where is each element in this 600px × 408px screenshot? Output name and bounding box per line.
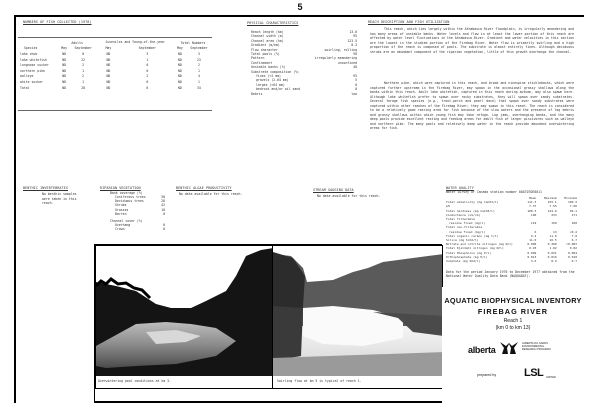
col-header: September — [190, 46, 208, 51]
col-header: September — [74, 46, 92, 51]
algae-heading: BENTHIC ALGAE PRODUCTIVITY — [176, 186, 232, 190]
cell: ND — [177, 63, 182, 68]
program-name — [522, 342, 551, 352]
cell: ND — [177, 85, 182, 90]
physical-list — [251, 30, 357, 96]
row-label: Total alkalinity (mg CaCO3/l) — [446, 200, 499, 205]
fish-collected-panel — [16, 17, 242, 183]
cell: 2 — [197, 63, 200, 68]
item-label: Shrubs — [115, 203, 127, 208]
item-value: 0.3 — [351, 43, 357, 48]
cell: 34 — [197, 85, 201, 90]
cell: 0.013 — [527, 254, 537, 259]
item-label: Substrate composition (%) — [251, 69, 299, 74]
row-label: Total hardness (mg CaCO3/l) — [446, 208, 495, 213]
report-title: AQUATIC BIOPHYSICAL INVENTORY — [444, 296, 582, 305]
item-value: 13.0 — [349, 30, 357, 34]
cell: 0.7 — [571, 259, 577, 264]
cell: 7.55 — [549, 204, 557, 209]
physical-heading: PHYSICAL CHARACTERISTICS — [247, 21, 299, 25]
item-label: larges (>64 mm) — [256, 82, 285, 87]
water-quality-panel — [442, 182, 584, 288]
channel-cover-list — [115, 223, 165, 231]
hands-emblem-icon — [498, 342, 520, 356]
species-header: Species — [24, 46, 38, 51]
cell: 4 — [197, 74, 200, 79]
cell: 124.0 — [547, 208, 557, 213]
cell: ND — [106, 51, 111, 56]
cell: 11.0 — [549, 233, 557, 238]
cell: 2 — [82, 74, 85, 79]
cell: 0.021 — [547, 250, 557, 255]
cell: ND — [106, 68, 111, 73]
total-label: Total — [20, 85, 30, 90]
item-value: 95 — [353, 34, 357, 39]
cell: 3 — [197, 51, 200, 56]
bank-coverage-label: Bank coverage (%) — [110, 191, 143, 195]
lsl-logo: LSL — [524, 367, 544, 379]
item-value: 42 — [161, 203, 165, 208]
item-label: Flow character — [251, 47, 278, 52]
cell: 7.0 — [571, 233, 577, 238]
cell: 0.82 — [569, 246, 577, 251]
item-label: Debris — [251, 91, 263, 96]
gauging-heading: STREAM GAUGING DATA — [313, 188, 354, 192]
item-value: 0 — [355, 87, 357, 92]
photo-right-caption: Swirling flow at km 5 is typical of reach 1. — [277, 379, 362, 383]
row-label: Total filterable — [446, 217, 475, 222]
cell: 100.3 — [527, 208, 537, 213]
item-value: low — [351, 91, 357, 96]
item-label: Crown — [115, 227, 125, 232]
cell: ND — [177, 74, 182, 79]
cell: 1 — [82, 79, 85, 84]
cell: 13 — [553, 229, 557, 234]
cell: 0.300 — [547, 242, 557, 247]
group-total: Total Numbers — [180, 40, 206, 45]
item-label: gravels (2-64 mm) — [256, 78, 289, 83]
cell: 119 — [530, 221, 537, 226]
station-number: Water Survey of Canada station number 00AT07DE0011 — [446, 190, 542, 194]
channel-cover-label: Channel cover (%) — [110, 219, 143, 223]
program-line: ALBERTA OIL SANDS — [522, 342, 548, 345]
cell: ND — [106, 57, 111, 62]
cell: ND — [177, 57, 182, 62]
row-label: residue fixed (mg/l) — [449, 221, 486, 226]
cell: <0.4 — [569, 229, 577, 234]
cell: 0.096 — [527, 242, 537, 247]
cell: 11.0 — [529, 238, 537, 243]
lsl-limited: LIMITED — [546, 376, 556, 379]
total-row — [18, 85, 212, 91]
cell: ND — [106, 85, 111, 90]
item-value: 40 — [353, 65, 357, 70]
table-bottom-rule — [18, 110, 212, 111]
algae-text: No data available for this reach. — [179, 192, 243, 196]
cell: 0 — [82, 51, 85, 56]
stream-gauging-panel — [307, 182, 443, 245]
species-name: lake chub — [20, 51, 38, 56]
prepared-by-label: prepared by — [477, 373, 497, 377]
cell: 16.5 — [549, 238, 557, 243]
riparian-heading: RIPARIAN VEGETATION — [100, 186, 141, 190]
item-value: 95 — [353, 74, 357, 79]
cell: 22 — [81, 57, 86, 62]
list-item — [115, 212, 165, 216]
physical-characteristics-panel — [241, 17, 363, 183]
row-label: pH — [446, 204, 450, 209]
photo-right — [272, 245, 443, 389]
cell: 96.1 — [569, 208, 577, 213]
item-value: 123.5 — [347, 38, 357, 43]
water-quality-note: Data for the period January 1976 to December 1977 obtained from the National Water Quality Data Bank (NAQUADAT). — [446, 270, 575, 278]
fish-collected-heading: NUMBERS OF FISH COLLECTED (1978) — [23, 20, 92, 24]
cell: <0.003 — [566, 242, 577, 247]
river-name: FIREBAG RIVER — [477, 307, 549, 316]
col-header: September — [138, 46, 156, 51]
col-header: Mean — [529, 196, 537, 200]
cell: 0 — [146, 79, 149, 84]
item-label: Pattern — [251, 56, 265, 61]
item-value: 5 — [355, 78, 357, 83]
cell: 7.37 — [529, 204, 537, 209]
col-header: May — [61, 46, 68, 51]
item-value: 28 — [161, 199, 165, 204]
alberta-wordmark: alberta — [468, 345, 496, 355]
reach-paragraph-2: Northern pike, which were captured in this reach, and brook and ninespine sticklebacks, which were captured further upstream in the Firebag River, may spawn in the occasional grassy shallows along the banks within this reach. Adult lake whitefish, captured in this reach during autumn, may also spawn here. Although lake whitefish prefer to spawn over rocky substrates, they will spawn over sandy substrates. Several forage fish species (e.g., trout-perch and pearl dace) that spawn over sandy substrates were captured within other reaches of the Firebag River; they may spawn in this reach. The reach is considered to be a relatively good rearing area for fish because of the slow waters and the presence of log debris and grassy shallows within which young fish may take refuge. Log jams, overhanging banks, and the many deep pools provide excellent resting and feeding areas for adult fish of larger piscivores such as walleye and northern pike. The many pools and relatively deep water in the reach provide abundant overwintering areas for fish. — [370, 81, 574, 130]
cell: 0.010 — [567, 254, 577, 259]
item-label: Deciduous trees — [115, 199, 144, 204]
cell: 6 — [534, 229, 537, 234]
cell: ND — [177, 51, 182, 56]
reach-number: Reach 1 — [503, 318, 523, 324]
item-value: 10 — [161, 207, 165, 212]
item-label: Unstable banks (%) — [251, 65, 286, 70]
col-header: May — [105, 46, 112, 51]
cell: ND — [62, 79, 67, 84]
cell: 111.3 — [527, 200, 537, 205]
item-value: swirling, rolling — [324, 47, 357, 52]
item-value: 0 — [355, 82, 357, 87]
row-label: Nitrate and nitrite nitrogen (mg N/l) — [446, 242, 513, 247]
reach-extent: (km 0 to km 13) — [495, 325, 531, 331]
item-label: Channel width (m) — [251, 34, 284, 39]
cell: 1 — [197, 79, 200, 84]
col-header: Maximum — [544, 196, 557, 200]
river-flow-photo — [273, 246, 443, 376]
cell: 100 — [571, 221, 577, 226]
fish-table — [18, 40, 212, 90]
cell: 1 — [82, 68, 85, 73]
cell: ND — [177, 79, 182, 84]
cell: 2 — [82, 63, 85, 68]
cell: 9.2 — [530, 233, 537, 238]
gauging-text: No data available for this reach. — [317, 194, 381, 198]
cell: 0.099 — [527, 250, 537, 255]
cell: 1 — [146, 57, 149, 62]
item-value: irregularly meandering — [314, 56, 357, 61]
col-header: May — [177, 46, 183, 51]
item-value: 0 — [163, 211, 165, 216]
benthic-invert-heading: BENTHIC INVERTEBRATES — [23, 186, 68, 190]
cell: 23 — [197, 57, 201, 62]
item-label: fines (<2 mm) — [256, 74, 281, 79]
cell: 0 — [146, 63, 149, 68]
group-juveniles: Juveniles and Young-of-the-year — [105, 40, 165, 44]
item-label: Channel area (ha) — [251, 38, 284, 43]
row-label: Total Phosphorus (mg P/l) — [446, 250, 492, 255]
row-label: Orthophosphate (mg P/l) — [446, 254, 488, 259]
item-value: 0 — [163, 227, 165, 232]
cell: 6.7 — [571, 238, 577, 243]
title-block — [442, 287, 584, 403]
species-name: longnose sucker — [20, 63, 49, 68]
cell: 0 — [146, 68, 149, 73]
item-label: Coniferous trees — [115, 195, 146, 199]
reach-heading: REACH DESCRIPTION AND FISH UTILIZATION — [368, 20, 450, 24]
benthic-invertebrates-panel — [16, 182, 95, 403]
item-label: Gradient (m/km) — [251, 43, 280, 48]
riparian-vegetation-panel — [94, 182, 173, 245]
cell: 1.02 — [549, 246, 557, 251]
item-label: Overhang — [115, 223, 131, 227]
program-line: ENVIRONMENTAL — [522, 345, 545, 349]
list-item — [115, 227, 165, 231]
cell: ND — [177, 68, 182, 73]
cell: 28 — [81, 85, 86, 90]
item-label: Total pools (%) — [251, 52, 280, 57]
row-label: Conductance (uS/cm) — [446, 212, 481, 217]
reach-description-panel — [362, 17, 584, 183]
cell: 3 — [146, 51, 149, 56]
cell: 2 — [146, 74, 149, 79]
water-quality-table — [445, 196, 581, 263]
item-label: Reach length (km) — [251, 30, 284, 34]
cell: 3.6 — [530, 259, 537, 264]
table-row — [445, 259, 581, 263]
photo-left — [95, 245, 273, 389]
page-number: 5 — [297, 2, 303, 12]
cell: 100.2 — [567, 200, 577, 205]
cell: ND — [62, 68, 67, 73]
item-label: Grasses — [115, 207, 129, 212]
row-label: residue fixed (mg/l) — [449, 229, 486, 234]
cell: 1 — [197, 68, 200, 73]
species-name: northern pike — [20, 68, 45, 73]
cell: ND — [62, 85, 67, 90]
cell: 150 — [551, 221, 557, 226]
benthic-invert-text: No benthic samples were taken in this reach. — [42, 192, 77, 205]
item-value: 0 — [163, 223, 165, 227]
cell: 0.016 — [547, 254, 557, 259]
cell: ND — [62, 63, 67, 68]
row-label: Total non-filterable — [446, 225, 483, 230]
inventory-sheet — [14, 15, 584, 403]
row-label: Sulphate (mg SO4/l) — [446, 259, 481, 264]
cell: 233 — [551, 212, 557, 217]
species-name: white sucker — [20, 79, 44, 84]
row-label: Silica (mg SiO2/l) — [446, 238, 479, 243]
item-value: 90 — [353, 52, 357, 57]
cell: 8.9 — [551, 259, 557, 264]
benthic-algae-panel — [172, 182, 308, 245]
item-label: Barren — [115, 211, 127, 216]
table-top-rule — [18, 37, 212, 38]
row-label: Total Kjeldahl nitrogen (mg N/l) — [446, 246, 504, 251]
cell: ND — [62, 74, 67, 79]
row-label: Total organic carbon (mg C/l) — [446, 233, 499, 238]
item-value: 30 — [161, 195, 165, 199]
cell: 171 — [571, 212, 577, 217]
cell: ND — [106, 79, 111, 84]
cell: 6 — [146, 85, 149, 90]
water-quality-heading: WATER QUALITY — [446, 186, 474, 190]
cell: 7.60 — [569, 204, 577, 209]
river-pool-photo — [96, 246, 273, 376]
alberta-logo — [468, 338, 528, 358]
item-value: unconfined — [337, 60, 357, 65]
cell: 0.004 — [567, 250, 577, 255]
cell: ND — [106, 74, 111, 79]
col-header: Minimum — [564, 196, 577, 200]
photo-left-caption: Overwintering pool conditions at km 3. — [98, 379, 171, 383]
item-label: Confinement — [251, 60, 273, 65]
program-line: RESEARCH PROGRAM — [522, 348, 551, 352]
cell: 0.93 — [529, 246, 537, 251]
cell: ND — [62, 51, 67, 56]
bank-coverage-list — [115, 195, 165, 216]
cell: ND — [106, 63, 111, 68]
cell: 190 — [530, 212, 537, 217]
item-label: bedrock and/or oil sand — [256, 87, 301, 92]
species-name: lake whitefish — [20, 57, 47, 62]
group-adults: Adults — [71, 40, 83, 45]
species-name: walleye — [20, 74, 34, 79]
cell: ND — [62, 57, 67, 62]
physical-item — [251, 92, 357, 96]
cell: 155.1 — [547, 200, 557, 205]
reach-paragraph-1: This reach, which lies largely within the Athabasca River floodplain, is irregularly meandering and has many areas of unstable banks. Water levels and flow in at least the lower portion of this reach are affected by water level fluctuations in the Athabasca River. Gradient and water velocities in this section are the lowest in the studied portion of the Firebag River. Water flow is primarily swirling and a high proportion of the reach is composed of pools. The substrate is almost entirely fines. Although deciduous shrubs are an abundant component of the riparian vegetation, little of this growth overhangs the channel. — [370, 27, 574, 54]
